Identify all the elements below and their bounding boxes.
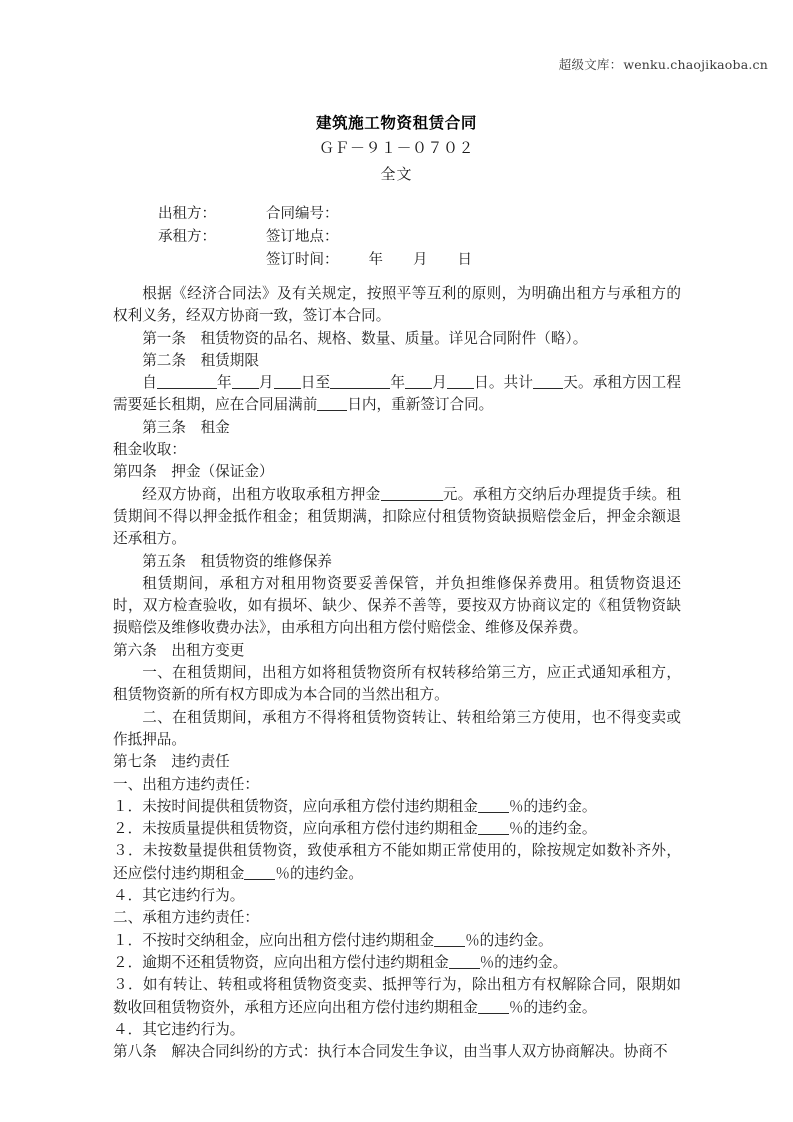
article-7-g2-item-3: [113, 974, 681, 1019]
article-7-g1-item-4: ４．其它违约行为。: [113, 887, 245, 905]
total-days-blank[interactable]: [533, 388, 563, 389]
article-1: 第一条 租赁物资的品名、规格、数量、质量。详见合同附件（略）。: [142, 329, 588, 347]
article-2-text-6: 月: [432, 374, 448, 392]
deposit-amount-blank[interactable]: [381, 500, 443, 501]
article-2-text-9: 日内，重新签订合同。: [347, 396, 494, 414]
penalty-percent-blank[interactable]: [478, 834, 509, 835]
article-7-g2-i2-text-b: ％的违约金。: [479, 953, 568, 971]
site-watermark-header: [559, 55, 768, 73]
article-3-heading: 第三条 租金: [142, 418, 230, 436]
watermark-label: 超级文库：: [558, 57, 623, 72]
penalty-percent-blank[interactable]: [449, 968, 480, 969]
preamble-paragraph: 根据《经济合同法》及有关规定，按照平等互利的原则，为明确出租方与承租方的权利义务，经双方协商一致，签订本合同。: [113, 285, 681, 325]
article-2-text-5: 年: [390, 374, 406, 392]
article-7-g1-item-3: [113, 840, 681, 885]
article-4-text-2: 元。承租方交纳后办理提货手续。租赁期间不得以押金抵作租金；租赁期满，扣除应付租赁物资缺损赔偿金后，押金余额退还承租方。: [113, 485, 681, 548]
page-title: 建筑施工物资租赁合同: [315, 113, 477, 132]
parties-row: [158, 203, 516, 226]
sign-time-row: [266, 249, 516, 272]
contract-number-label: 合同编号：: [266, 206, 339, 222]
article-6-item-1: 一、在租赁期间，出租方如将租赁物资所有权转移给第三方，应正式通知承租方，租赁物资新的所有权方即成为本合同的当然出租方。: [113, 664, 681, 704]
article-2-text-8: 天。承租方因工程需要延长租期，应在合同届满前: [113, 374, 681, 414]
end-year-blank[interactable]: [330, 388, 390, 389]
article-7-g1-i1-text-a: １．未按时间提供租赁物资，应向承租方偿付违约期租金: [113, 797, 478, 815]
lessee-label: 承租方：: [158, 229, 216, 245]
article-7-g1-item-2: [113, 818, 681, 840]
start-month-blank[interactable]: [232, 388, 259, 389]
article-6-item-2: 二、在租赁期间，承租方不得将租赁物资转让、转租给第三方使用，也不得变卖或作抵押品。: [113, 708, 681, 748]
watermark-url: wenku.chaojikaoba.cn: [623, 57, 768, 72]
penalty-percent-blank[interactable]: [434, 946, 465, 947]
article-5-body: 租赁期间，承租方对租用物资要妥善保管，并负担维修保养费用。租赁物资退还时，双方检查验收，如有损坏、缺少、保养不善等，要按双方协商议定的《租赁物资缺损赔偿及维修收费办法》，由承租方向出租方偿付赔偿金、维修及保养费。: [113, 574, 681, 637]
renew-days-blank[interactable]: [317, 410, 347, 411]
parties-row: [158, 226, 516, 249]
article-5-heading: 第五条 租赁物资的维修保养: [142, 552, 332, 570]
article-7-g1-i2-text-b: ％的违约金。: [508, 820, 597, 838]
article-7-group-2-heading: 二、承租方违约责任：: [113, 909, 259, 927]
article-7-g2-i1-text-b: ％的违约金。: [465, 931, 553, 949]
article-6-heading: 第六条 出租方变更: [113, 641, 245, 659]
parties-spacer: [158, 249, 266, 272]
start-day-blank[interactable]: [274, 388, 301, 389]
article-7-g2-i3-text-b: ％的违约金。: [508, 998, 597, 1016]
penalty-percent-blank[interactable]: [478, 812, 509, 813]
parties-row: [158, 249, 516, 272]
document-subtitle: 全文: [380, 165, 413, 183]
end-day-blank[interactable]: [447, 388, 474, 389]
article-4-body: [113, 484, 681, 551]
article-7-g2-item-4: ４．其它违约行为。: [113, 1020, 245, 1038]
contract-body: [113, 283, 681, 1063]
article-7-g2-item-1: [113, 930, 681, 952]
article-7-g1-i3-text-a: ３．未按数量提供租赁物资，致使承租方不能如期正常使用的，除按规定如数补齐外，还应偿付违约期租金: [113, 842, 681, 882]
penalty-percent-blank[interactable]: [478, 1013, 509, 1014]
article-7-heading: 第七条 违约责任: [113, 753, 230, 771]
article-2-body: [113, 372, 681, 417]
article-2-text-7: 日。共计: [474, 374, 534, 392]
sign-time-label: 签订时间：: [266, 252, 339, 268]
article-7-g1-item-1: [113, 796, 681, 818]
article-7-g2-i1-text-a: １．不按时交纳租金，应向出租方偿付违约期租金: [113, 931, 435, 949]
article-7-g2-i3-text-a: ３．如有转让、转租或将租赁物资变卖、抵押等行为，除出租方有权解除合同，限期如数收回租赁物资外，承租方还应向出租方偿付违约期租金: [113, 976, 681, 1016]
article-7-g1-i3-text-b: ％的违约金。: [275, 864, 363, 882]
article-2-text-3: 月: [258, 374, 274, 392]
start-year-blank[interactable]: [157, 388, 217, 389]
article-2-text-4: 日至: [300, 374, 331, 392]
sign-place-label: 签订地点：: [266, 229, 339, 245]
document-code: ＧＦ－９１－０７０２: [318, 139, 474, 157]
article-4-text-1: 经双方协商，出租方收取承租方押金: [142, 485, 381, 503]
title-block: [0, 112, 793, 186]
end-month-blank[interactable]: [405, 388, 432, 389]
article-4-heading: 第四条 押金（保证金）: [113, 463, 274, 481]
article-7-g2-item-2: [113, 952, 681, 974]
article-2-text-2: 年: [216, 374, 232, 392]
sign-year-unit: 年: [368, 252, 383, 268]
article-3-body: 租金收取：: [113, 441, 186, 459]
article-8: 第八条 解决合同纠纷的方式：执行本合同发生争议，由当事人双方协商解决。协商不: [113, 1043, 668, 1061]
article-2-text-1: 自: [142, 374, 157, 392]
article-7-g2-i2-text-a: ２．逾期不还租赁物资，应向出租方偿付违约期租金: [113, 953, 449, 971]
penalty-percent-blank[interactable]: [244, 879, 275, 880]
article-2-heading: 第二条 租赁期限: [142, 351, 259, 369]
lessor-label: 出租方：: [158, 206, 216, 222]
parties-meta-block: [158, 203, 516, 272]
article-7-g1-i1-text-b: ％的违约金。: [508, 797, 597, 815]
sign-month-unit: 月: [413, 252, 428, 268]
sign-day-unit: 日: [457, 252, 472, 268]
article-7-g1-i2-text-a: ２．未按质量提供租赁物资，应向承租方偿付违约期租金: [113, 820, 478, 838]
article-7-group-1-heading: 一、出租方违约责任：: [113, 775, 259, 793]
